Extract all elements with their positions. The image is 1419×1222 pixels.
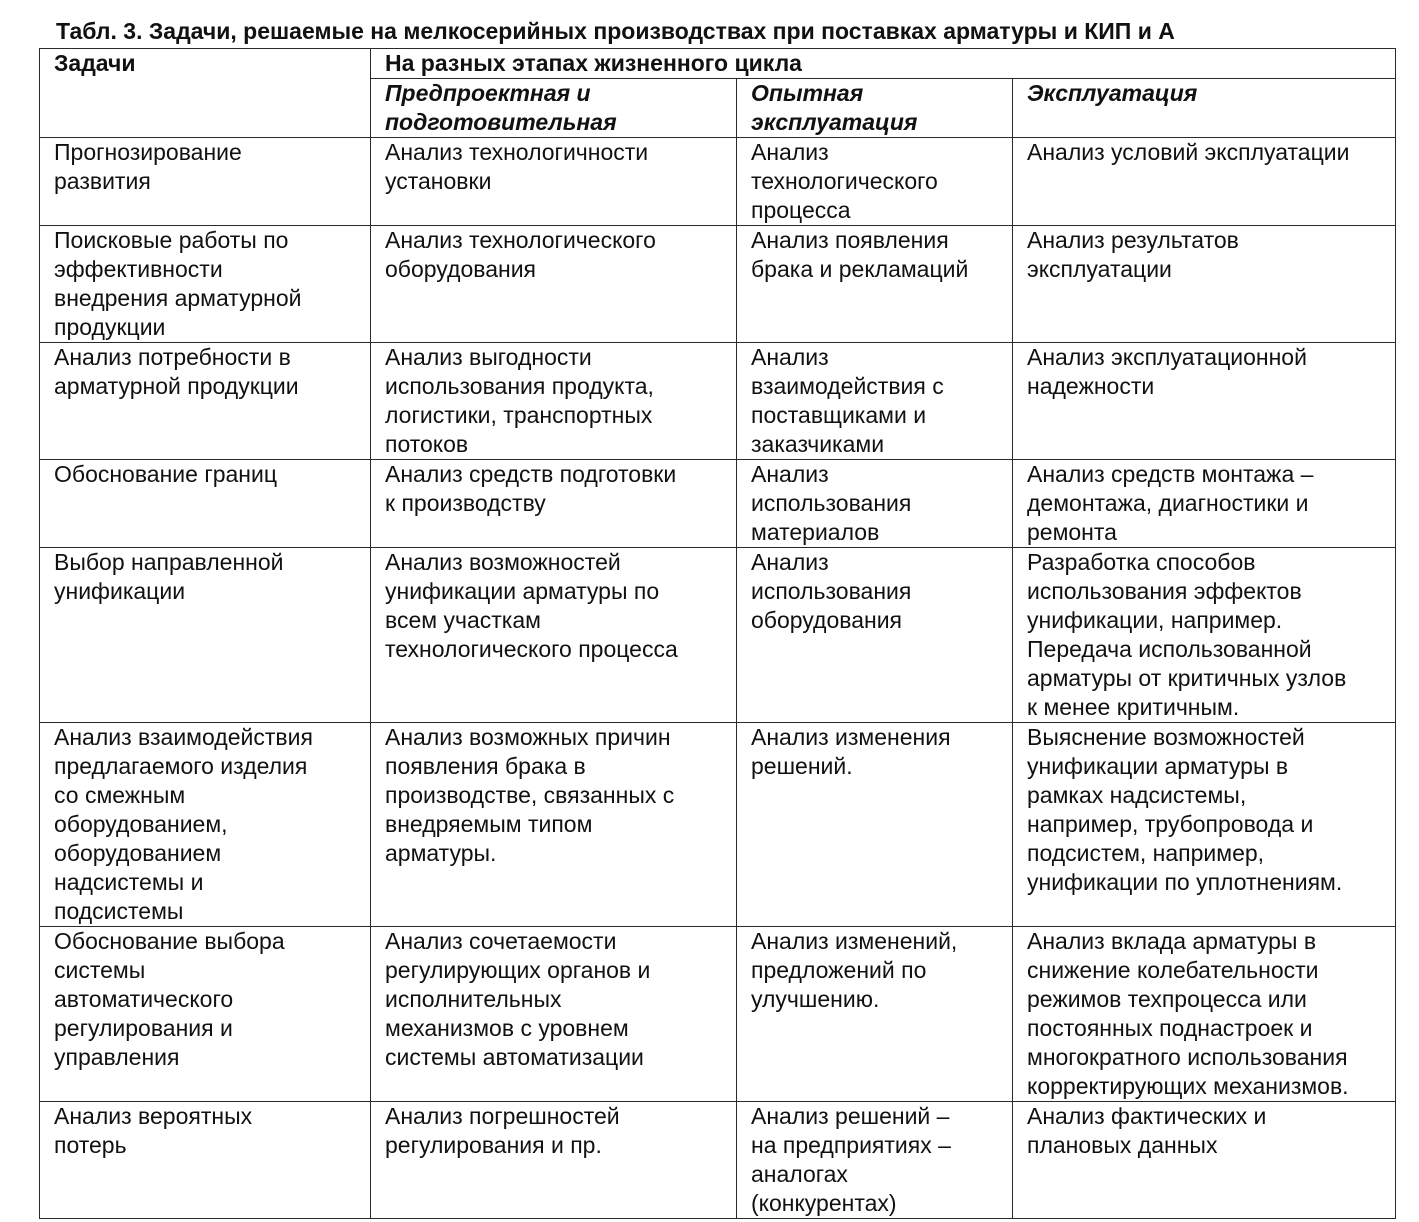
cell-preproject: Анализ выгодности использования продукта, логистики, транспортных потоков — [371, 343, 737, 460]
header-row-1 — [40, 49, 1396, 79]
cell-trial: Анализ появления брака и рекламаций — [737, 226, 1013, 343]
table-row — [40, 343, 1396, 460]
cell-trial: Анализ технологического процесса — [737, 138, 1013, 226]
table-caption: Табл. 3. Задачи, решаемые на мелкосерийных производствах при поставках арматуры и КИП и А — [56, 18, 1175, 44]
cell-preproject: Анализ технологического оборудования — [371, 226, 737, 343]
cell-preproject: Анализ сочетаемости регулирующих органов и исполнительных механизмов с уровнем системы автоматизации — [371, 927, 737, 1102]
cell-trial: Анализ изменения решений. — [737, 723, 1013, 927]
cell-operation: Выяснение возможностей унификации арматуры в рамках надсистемы, например, трубопровода и подсистем, например, унификации по уплотнениям. — [1013, 723, 1396, 927]
header-stage-preproject: Предпроектная и подготовительная — [371, 79, 737, 138]
cell-operation: Анализ средств монтажа – демонтажа, диагностики и ремонта — [1013, 460, 1396, 548]
table-row — [40, 548, 1396, 723]
header-lifecycle: На разных этапах жизненного цикла — [371, 49, 1396, 79]
cell-preproject: Анализ возможностей унификации арматуры по всем участкам технологического процесса — [371, 548, 737, 723]
cell-operation: Анализ результатов эксплуатации — [1013, 226, 1396, 343]
cell-task: Анализ вероятных потерь — [40, 1102, 371, 1219]
cell-trial: Анализ изменений, предложений по улучшению. — [737, 927, 1013, 1102]
table-row — [40, 1102, 1396, 1219]
cell-task: Выбор направленной унификации — [40, 548, 371, 723]
cell-preproject: Анализ возможных причин появления брака в производстве, связанных с внедряемым типом арматуры. — [371, 723, 737, 927]
cell-operation: Анализ фактических и плановых данных — [1013, 1102, 1396, 1219]
cell-task: Обоснование границ — [40, 460, 371, 548]
header-stage-operation: Эксплуатация — [1013, 79, 1396, 138]
cell-trial: Анализ взаимодействия с поставщиками и заказчиками — [737, 343, 1013, 460]
cell-operation: Анализ эксплуатационной надежности — [1013, 343, 1396, 460]
cell-trial: Анализ использования оборудования — [737, 548, 1013, 723]
cell-preproject: Анализ средств подготовки к производству — [371, 460, 737, 548]
tasks-table — [39, 48, 1396, 1219]
table-row — [40, 138, 1396, 226]
cell-operation: Разработка способов использования эффектов унификации, например. Передача использованной арматуры от критичных узлов к менее критичным. — [1013, 548, 1396, 723]
table-row — [40, 927, 1396, 1102]
cell-trial: Анализ решений – на предприятиях – аналогах (конкурентах) — [737, 1102, 1013, 1219]
header-tasks: Задачи — [40, 49, 371, 138]
cell-trial: Анализ использования материалов — [737, 460, 1013, 548]
cell-preproject: Анализ технологичности установки — [371, 138, 737, 226]
table-row — [40, 723, 1396, 927]
cell-operation: Анализ условий эксплуатации — [1013, 138, 1396, 226]
table-row — [40, 226, 1396, 343]
table-row — [40, 460, 1396, 548]
cell-preproject: Анализ погрешностей регулирования и пр. — [371, 1102, 737, 1219]
header-stage-trial: Опытная эксплуатация — [737, 79, 1013, 138]
cell-operation: Анализ вклада арматуры в снижение колебательности режимов техпроцесса или постоянных поднастроек и многократного использования корректирующих механизмов. — [1013, 927, 1396, 1102]
cell-task: Обоснование выбора системы автоматического регулирования и управления — [40, 927, 371, 1102]
cell-task: Прогнозирование развития — [40, 138, 371, 226]
cell-task: Анализ взаимодействия предлагаемого изделия со смежным оборудованием, оборудованием надсистемы и подсистемы — [40, 723, 371, 927]
cell-task: Анализ потребности в арматурной продукции — [40, 343, 371, 460]
cell-task: Поисковые работы по эффективности внедрения арматурной продукции — [40, 226, 371, 343]
